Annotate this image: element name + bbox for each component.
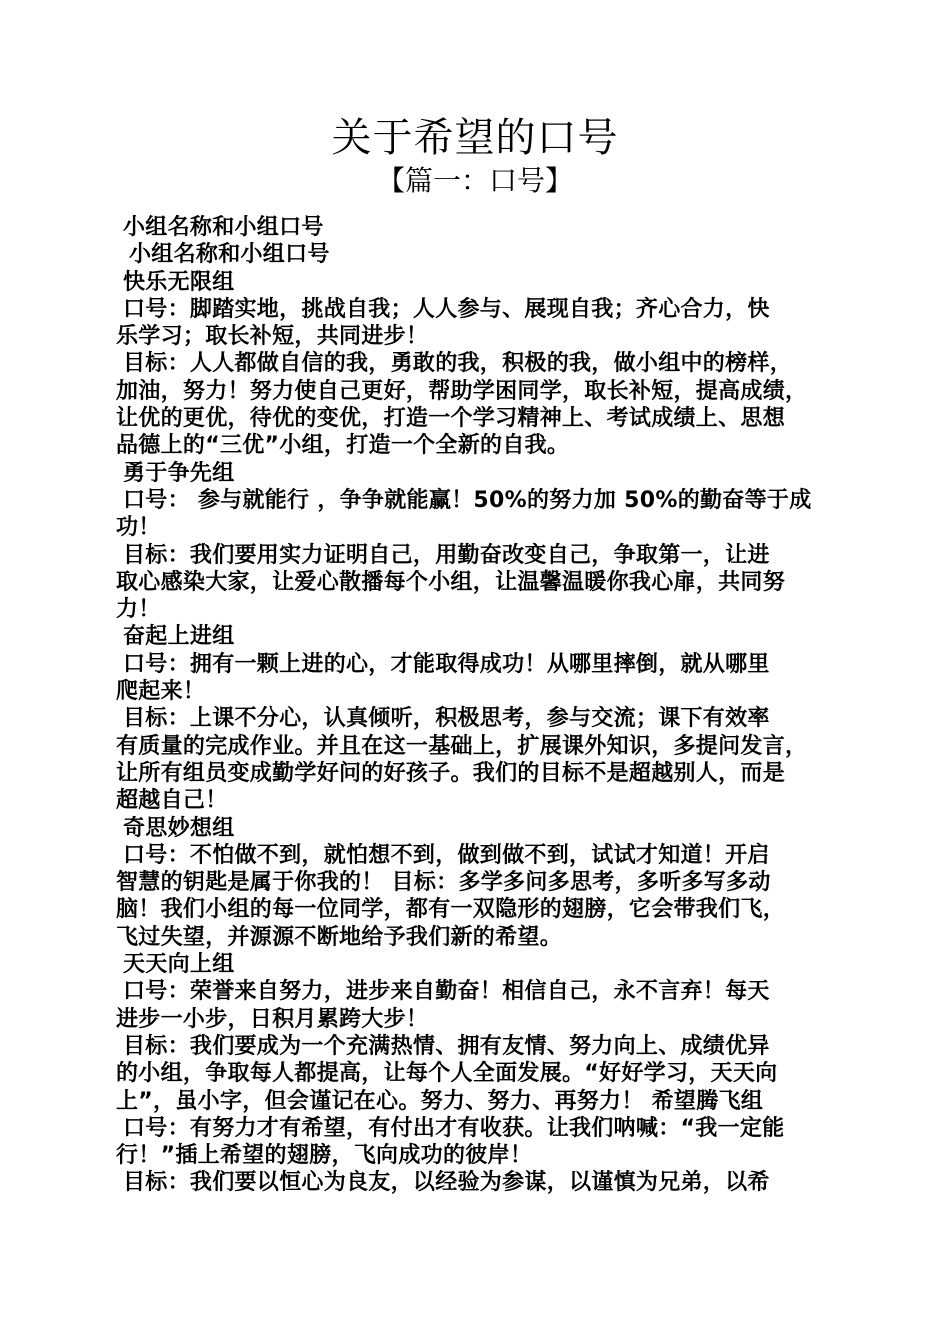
text-line: 口号：有努力才有希望，有付出才有收获。让我们呐喊：“我一定能 <box>123 1115 785 1141</box>
text-line: 有质量的完成作业。并且在这一基础上，扩展课外知识，多提问发言， <box>116 733 808 759</box>
text-line: 目标：上课不分心，认真倾听，积极思考，参与交流；课下有效率 <box>123 706 770 732</box>
text-line: 天天向上组 <box>123 952 235 978</box>
text-line: 小组名称和小组口号 <box>123 215 324 240</box>
text-line: 小组名称和小组口号 <box>129 242 330 268</box>
text-line: 目标：我们要以恒心为良友，以经验为参谋，以谨慎为兄弟，以希 <box>123 1170 770 1196</box>
text-line: 行！”插上希望的翅膀，飞向成功的彼岸！ <box>116 1143 533 1169</box>
text-line: 力！ <box>116 597 161 623</box>
document-subtitle: 【篇一：口号】 <box>376 164 573 197</box>
text-line: 目标：我们要成为一个充满热情、拥有友情、努力向上、成绩优异 <box>123 1033 770 1059</box>
text-line: 快乐无限组 <box>123 269 235 295</box>
text-line: 乐学习；取长补短，共同进步！ <box>116 324 429 350</box>
text-line: 勇于争先组 <box>123 460 235 486</box>
text-line: 目标：人人都做自信的我，勇敢的我，积极的我，做小组中的榜样， <box>123 351 793 377</box>
text-line: 取心感染大家，让爱心散播每个小组，让温馨温暖你我心扉，共同努 <box>116 569 786 595</box>
text-line: 品德上的“三优”小组，打造一个全新的自我。 <box>116 433 570 459</box>
text-line: 口号：荣誉来自努力，进步来自勤奋！相信自己，永不言弃！每天 <box>123 979 770 1005</box>
text-line: 口号：不怕做不到，就怕想不到，做到做不到，试试才知道！开启 <box>123 842 770 868</box>
text-line: 加油，努力！努力使自己更好，帮助学困同学，取长补短，提高成绩， <box>116 378 808 404</box>
text-line: 口号： 参与就能行 ，争争就能赢！50%的努力加 50%的勤奋等于成 <box>123 487 812 513</box>
text-line: 超越自己！ <box>116 788 228 814</box>
text-line: 脑！我们小组的每一位同学，都有一双隐形的翅膀，它会带我们飞， <box>116 897 786 923</box>
text-line: 上”，虽小字，但会谨记在心。努力、努力、再努力！ 希望腾飞组 <box>116 1088 764 1114</box>
text-line: 的小组，争取每人都提高，让每个人全面发展。“好好学习，天天向 <box>116 1061 778 1087</box>
text-line: 功！ <box>116 515 161 541</box>
text-line: 进步一小步，日积月累跨大步！ <box>116 1006 429 1032</box>
text-line: 奇思妙想组 <box>123 815 235 841</box>
text-line: 智慧的钥匙是属于你我的！ 目标：多学多问多思考，多听多写多动 <box>116 870 771 896</box>
document-title: 关于希望的口号 <box>331 115 619 161</box>
text-line: 口号：脚踏实地，挑战自我；人人参与、展现自我；齐心合力，快 <box>123 296 770 322</box>
text-line: 目标：我们要用实力证明自己，用勤奋改变自己，争取第一，让进 <box>123 542 770 568</box>
text-line: 口号：拥有一颗上进的心，才能取得成功！从哪里摔倒，就从哪里 <box>123 651 770 677</box>
document-body <box>116 214 850 1197</box>
text-line: 飞过失望，并源源不断地给予我们新的希望。 <box>116 924 563 950</box>
text-line: 爬起来！ <box>116 679 206 705</box>
text-line: 让所有组员变成勤学好问的好孩子。我们的目标不是超越别人，而是 <box>116 760 786 786</box>
text-line: 让优的更优，待优的变优，打造一个学习精神上、考试成绩上、思想 <box>116 406 786 432</box>
text-line: 奋起上进组 <box>123 624 235 650</box>
